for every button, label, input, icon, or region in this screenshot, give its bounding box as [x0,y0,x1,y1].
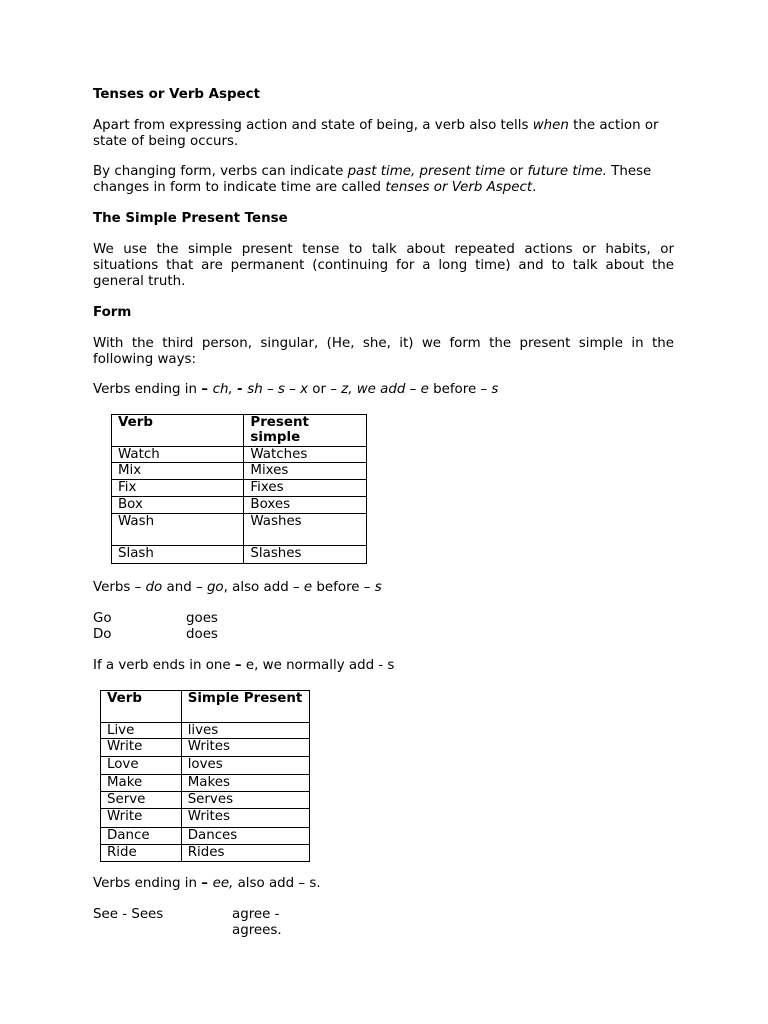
column-header-verb: Verb [101,691,182,723]
table-row [112,463,367,480]
table-cell: Live [101,723,182,739]
table-cell: Write [101,809,182,828]
table-cell: Dance [101,828,182,845]
table-cell: Box [112,497,244,514]
text-run: Verbs ending in [93,382,202,397]
table-cell: Dances [181,828,309,845]
bold-run: – [201,876,213,891]
table-cell: Slash [112,546,244,564]
bold-run: – [234,658,242,673]
column-header-present-simple: Present simple [244,415,367,447]
rule-do-go [93,580,674,596]
table-row [101,739,310,757]
text-run: These changes in form to indicate time are called [93,164,652,195]
emphasis: e [303,580,313,595]
table-cell: Mixes [244,463,367,480]
table-cell: Love [101,757,182,775]
example-agree-agrees: agree - agrees. [232,907,282,938]
verb-base: Do [93,627,112,642]
emphasis: ch, [212,382,237,397]
table-row [101,845,310,862]
text-run: If a verb ends in one [93,658,235,673]
emphasis: when [532,118,569,133]
table-row [101,792,310,809]
table-cell: Serves [181,792,309,809]
table-row [112,497,367,514]
table-header-row [112,415,367,447]
text-run: Verbs – [93,580,146,595]
text-run: Verbs ending in [93,876,202,891]
table-cell: Watch [112,447,244,463]
table-cell: Fix [112,480,244,497]
table-cell: lives [181,723,309,739]
text-run: also add – s. [233,876,321,891]
form-paragraph: With the third person, singular, (He, she, it) we form the present simple in the following ways: [93,336,674,367]
intro-paragraph-2 [93,164,674,196]
example-see-sees: See - Sees [93,907,164,922]
table-simple-present-s [100,690,310,862]
column-header-simple-present: Simple Present [181,691,309,723]
emphasis: s [374,580,382,595]
table-row [112,514,367,546]
table-cell: loves [181,757,309,775]
text-run: . [532,180,537,195]
rule-ends-in-ee [93,876,674,892]
emphasis: ee, [212,876,234,891]
table-header-row [101,691,310,723]
text-run: By changing form, verbs can indicate [93,164,348,179]
emphasis: go [206,580,224,595]
text-run: before – [312,580,375,595]
bold-run: - [236,382,248,397]
text-run: , also add – [223,580,304,595]
text-run: and – [162,580,207,595]
text-run: or – [308,382,342,397]
bold-run: – [201,382,213,397]
table-cell: Writes [181,809,309,828]
table-cell: Make [101,775,182,792]
text-run: the action or state of being occurs. [93,118,659,149]
example-do-does [93,627,218,643]
table-row [101,809,310,828]
table-cell: Write [101,739,182,757]
table-row [112,447,367,463]
example-ee-verbs [93,907,282,938]
emphasis: s [491,382,499,397]
verb-form: does [186,627,218,642]
table-row [101,775,310,792]
column-header-verb: Verb [112,415,244,447]
table-cell: Boxes [244,497,367,514]
document-title: Tenses or Verb Aspect [93,87,261,102]
text-run: Apart from expressing action and state of being, a verb also tells [93,118,533,133]
text-run: e, we normally add - s [241,658,395,673]
table-row [101,828,310,845]
table-row [101,757,310,775]
emphasis: tenses or Verb Aspect [385,180,533,195]
section-title: The Simple Present Tense [93,211,288,226]
example-go-goes [93,611,218,627]
verb-form: goes [186,611,218,626]
table-cell: Makes [181,775,309,792]
table-cell: Watches [244,447,367,463]
intro-paragraph-1 [93,118,674,150]
text-run: before – [428,382,492,397]
table-row [101,723,310,739]
table-row [112,546,367,564]
emphasis: do [145,580,163,595]
emphasis: z, we add – e [341,382,429,397]
table-cell: Mix [112,463,244,480]
text-run: or [505,164,528,179]
verb-base: Go [93,611,112,626]
table-cell: Writes [181,739,309,757]
emphasis: sh – s – x [247,382,308,397]
rule-ch-sh-s-x-z [93,382,674,398]
table-cell: Serve [101,792,182,809]
table-cell: Fixes [244,480,367,497]
table-cell: Rides [181,845,309,862]
emphasis: past time, present time [347,164,506,179]
rule-ends-in-e [93,658,674,674]
table-cell: Ride [101,845,182,862]
form-title: Form [93,305,132,320]
table-row [112,480,367,497]
table-cell: Washes [244,514,367,546]
table-cell: Slashes [244,546,367,564]
table-cell: Wash [112,514,244,546]
section-paragraph: We use the simple present tense to talk about repeated actions or habits, or situations that are permanent (continuing for a long time) and to talk about the general truth. [93,242,674,289]
emphasis: future time. [527,164,607,179]
table-present-simple-es [111,414,367,564]
